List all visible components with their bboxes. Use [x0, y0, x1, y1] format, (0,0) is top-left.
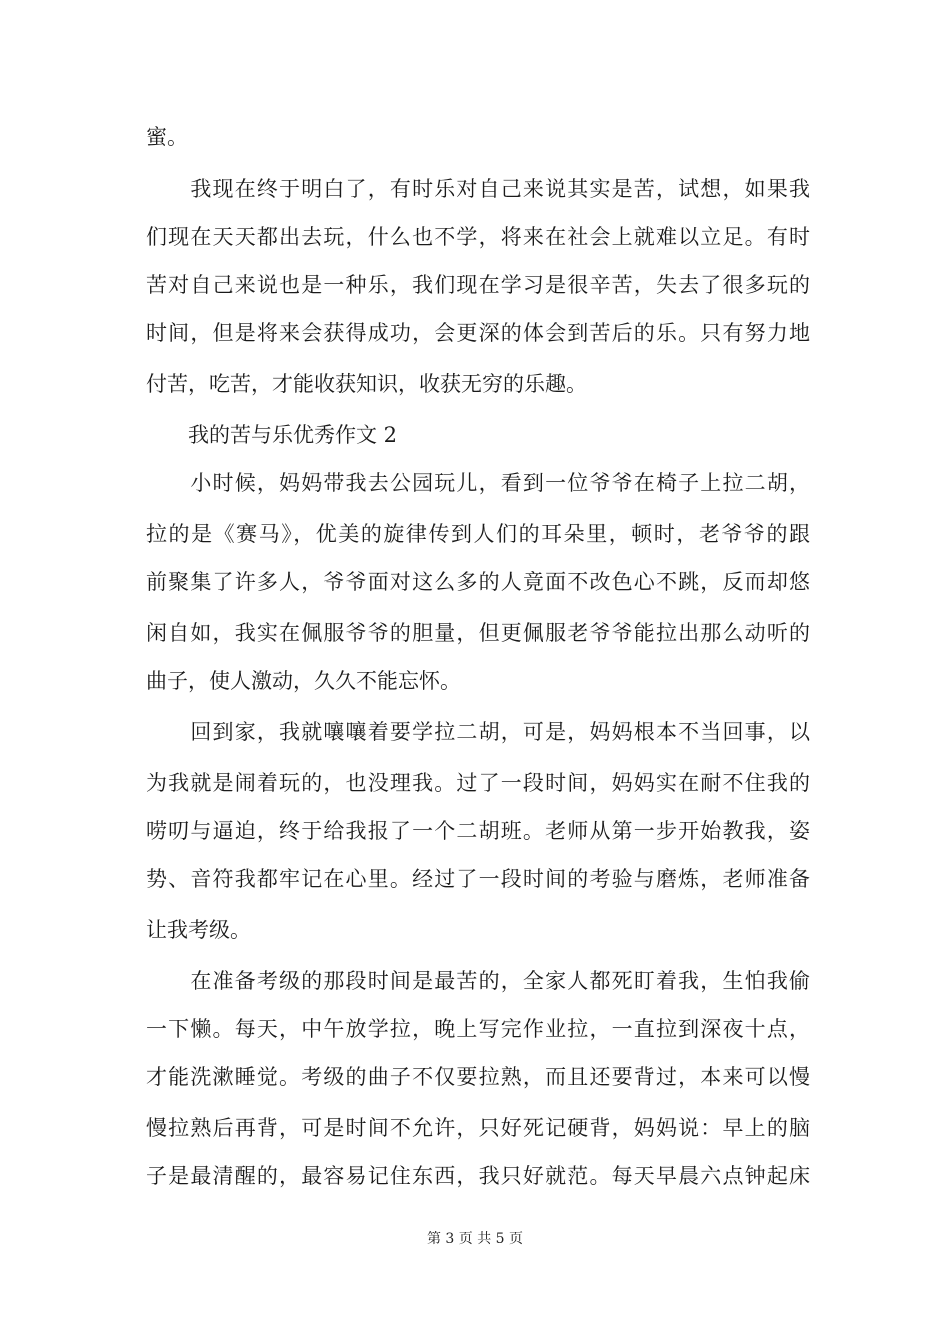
text-line: 闲自如，我实在佩服爷爷的胆量，但更佩服老爷爷能拉出那么动听的	[146, 621, 810, 645]
text-line: 慢拉熟后再背，可是时间不允许，只好死记硬背，妈妈说：早上的脑	[146, 1116, 810, 1140]
text-line: 让我考级。	[146, 918, 251, 942]
text-line: 苦对自己来说也是一种乐，我们现在学习是很辛苦，失去了很多玩的	[146, 273, 810, 297]
text-line: 在准备考级的那段时间是最苦的，全家人都死盯着我，生怕我偷	[146, 969, 810, 993]
text-line: 子是最清醒的，最容易记住东西，我只好就范。每天早晨六点钟起床	[146, 1164, 810, 1188]
text-line: 唠叨与逼迫，终于给我报了一个二胡班。老师从第一步开始教我，姿	[146, 819, 810, 843]
text-line: 回到家，我就嚷嚷着要学拉二胡，可是，妈妈根本不当回事，以	[146, 720, 810, 744]
text-line: 小时候，妈妈带我去公园玩儿，看到一位爷爷在椅子上拉二胡，	[146, 471, 810, 495]
text-line: 蜜。	[146, 125, 188, 149]
text-line: 们现在天天都出去玩，什么也不学，将来在社会上就难以立足。有时	[146, 225, 810, 249]
text-line: 付苦，吃苦，才能收获知识，收获无穷的乐趣。	[146, 372, 587, 396]
text-line: 为我就是闹着玩的，也没理我。过了一段时间，妈妈实在耐不住我的	[146, 771, 810, 795]
section-heading: 我的苦与乐优秀作文 2	[146, 423, 398, 447]
text-line: 势、音符我都牢记在心里。经过了一段时间的考验与磨炼，老师准备	[146, 867, 810, 891]
text-line: 曲子，使人激动，久久不能忘怀。	[146, 669, 461, 693]
text-line: 我现在终于明白了，有时乐对自己来说其实是苦，试想，如果我	[146, 177, 810, 201]
text-line: 时间，但是将来会获得成功，会更深的体会到苦后的乐。只有努力地	[146, 321, 810, 345]
page-number-footer: 第 3 页 共 5 页	[426, 1231, 524, 1247]
text-line: 才能洗漱睡觉。考级的曲子不仅要拉熟，而且还要背过，本来可以慢	[146, 1065, 810, 1089]
text-line: 前聚集了许多人，爷爷面对这么多的人竟面不改色心不跳，反而却悠	[146, 570, 810, 594]
text-line: 一下懒。每天，中午放学拉，晚上写完作业拉，一直拉到深夜十点，	[146, 1017, 810, 1041]
text-line: 拉的是《赛马》，优美的旋律传到人们的耳朵里，顿时，老爷爷的跟	[146, 522, 810, 546]
